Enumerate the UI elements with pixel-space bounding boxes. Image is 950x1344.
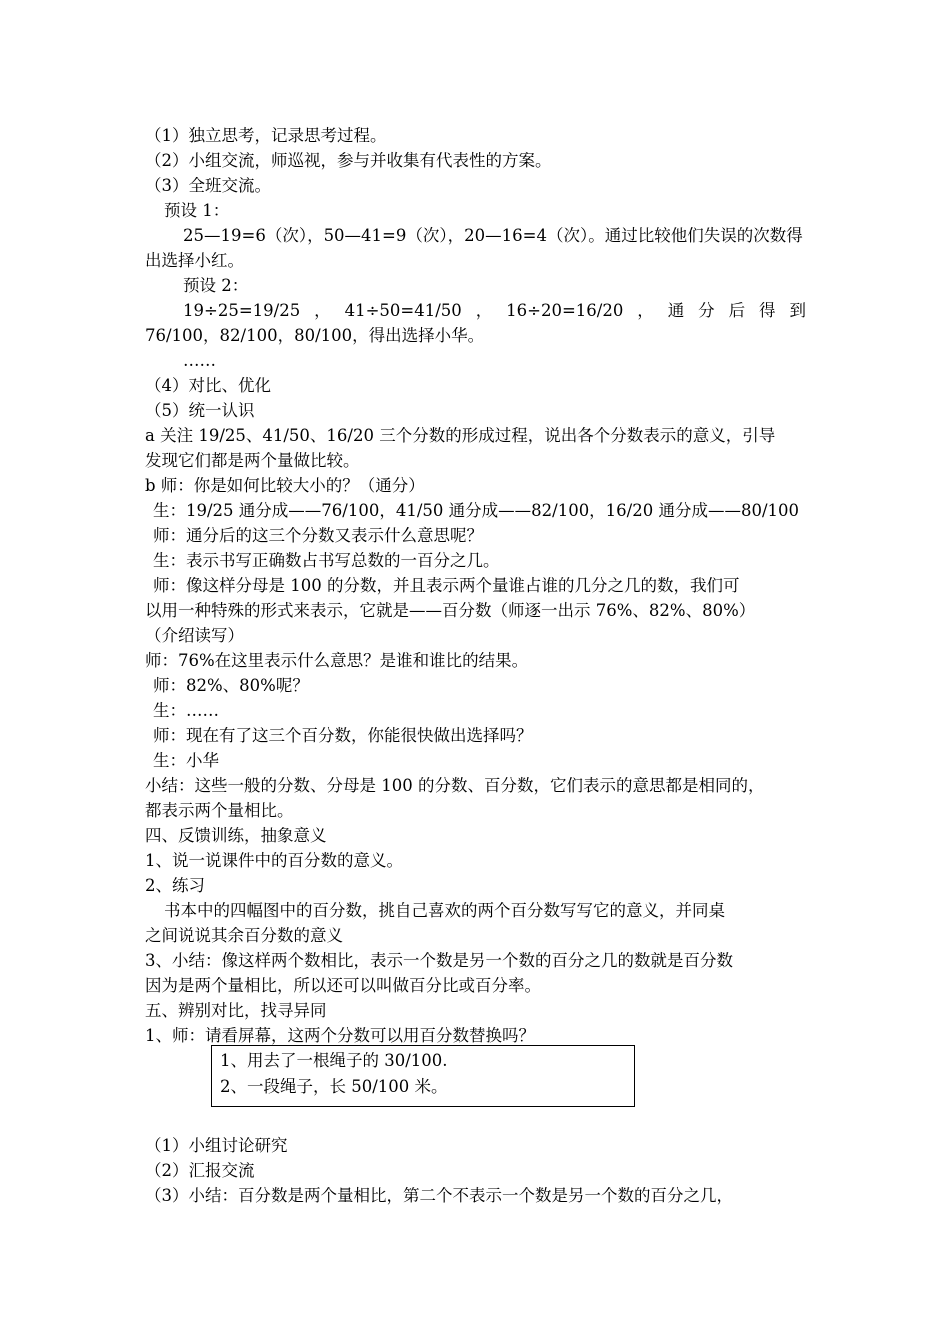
text-line: 76/100，82/100，80/100，得出选择小华。 [145,326,485,345]
text-segment: 通 [667,301,685,320]
text-line: 以用一种特殊的形式来表示，它就是——百分数（师逐一出示 76%、82%、80%） [145,601,756,620]
text-line: 生：19/25 通分成——76/100，41/50 通分成——82/100，16/20 通分成——80/100 [153,501,800,520]
text-line: （介绍读写） [145,626,244,645]
example-box [211,1045,635,1107]
text-line: 因为是两个量相比，所以还可以叫做百分比或百分率。 [145,976,541,995]
text-line: 预设 1： [164,201,230,220]
text-line: b 师：你是如何比较大小的？（通分） [145,476,425,495]
text-line: （3）小结：百分数是两个量相比，第二个不表示一个数是另一个数的百分之几， [145,1186,733,1205]
text-line: 之间说说其余百分数的意义 [145,926,343,945]
text-line: …… [183,351,216,370]
text-line: 都表示两个量相比。 [145,801,294,820]
text-line: 25—19=6（次），50—41=9（次），20—16=4（次）。通过比较他们失误的次数得 [183,226,803,245]
text-segment: 分 [698,301,715,320]
box-line-1: 1、用去了一根绳子的 30/100. [220,1051,448,1070]
text-line: 生：表示书写正确数占书写总数的一百分之几。 [153,551,500,570]
text-line: 师：76%在这里表示什么意思？是谁和谁比的结果。 [145,651,529,670]
text-segment: 19÷25=19/25 [183,301,301,320]
text-segment: ， [314,301,331,320]
text-segment: ， [637,301,654,320]
text-line: 师：82%、80%呢？ [153,676,309,695]
text-line: 3、小结：像这样两个数相比，表示一个数是另一个数的百分之几的数就是百分数 [145,951,733,970]
text-line: （2）汇报交流 [145,1161,255,1180]
text-segment: 到 [789,301,806,320]
text-line: （5）统一认识 [145,401,255,420]
text-segment: 得 [759,301,776,320]
text-segment: 后 [728,301,746,320]
text-line: 小结：这些一般的分数、分母是 100 的分数、百分数，它们表示的意思都是相同的， [145,776,765,795]
text-line: （4）对比、优化 [145,376,271,395]
box-line-2: 2、一段绳子，长 50/100 米。 [220,1077,448,1096]
text-line: 1、师：请看屏幕，这两个分数可以用百分数替换吗？ [145,1026,535,1045]
text-segment: 41÷50=41/50 [344,301,462,320]
text-line: （3）全班交流。 [145,176,271,195]
text-line: （1）独立思考，记录思考过程。 [145,126,387,145]
text-line: 发现它们都是两个量做比较。 [145,451,360,470]
text-line: 2、练习 [145,876,205,895]
text-line: 生：…… [153,701,219,720]
text-segment: ， [475,301,493,320]
text-line: 1、说一说课件中的百分数的意义。 [145,851,403,870]
justified-text-line [183,299,806,323]
text-line: 师：像这样分母是 100 的分数，并且表示两个量谁占谁的几分之几的数，我们可 [153,576,740,595]
section-heading: 四、反馈训练，抽象意义 [145,826,327,845]
text-line: a 关注 19/25、41/50、16/20 三个分数的形成过程，说出各个分数表示的意义，引导 [145,426,776,445]
text-line: 师：通分后的这三个分数又表示什么意思呢？ [153,526,483,545]
text-line: 生：小华 [153,751,219,770]
text-line: 书本中的四幅图中的百分数，挑自己喜欢的两个百分数写写它的意义，并同桌 [164,901,725,920]
text-line: （1）小组讨论研究 [145,1136,288,1155]
text-segment: 16÷20=16/20 [506,301,624,320]
text-line: 出选择小红。 [145,251,244,270]
text-line: （2）小组交流，师巡视，参与并收集有代表性的方案。 [145,151,552,170]
text-line: 预设 2： [183,276,249,295]
section-heading: 五、辨别对比，找寻异同 [145,1001,327,1020]
text-line: 师：现在有了这三个百分数，你能很快做出选择吗？ [153,726,533,745]
